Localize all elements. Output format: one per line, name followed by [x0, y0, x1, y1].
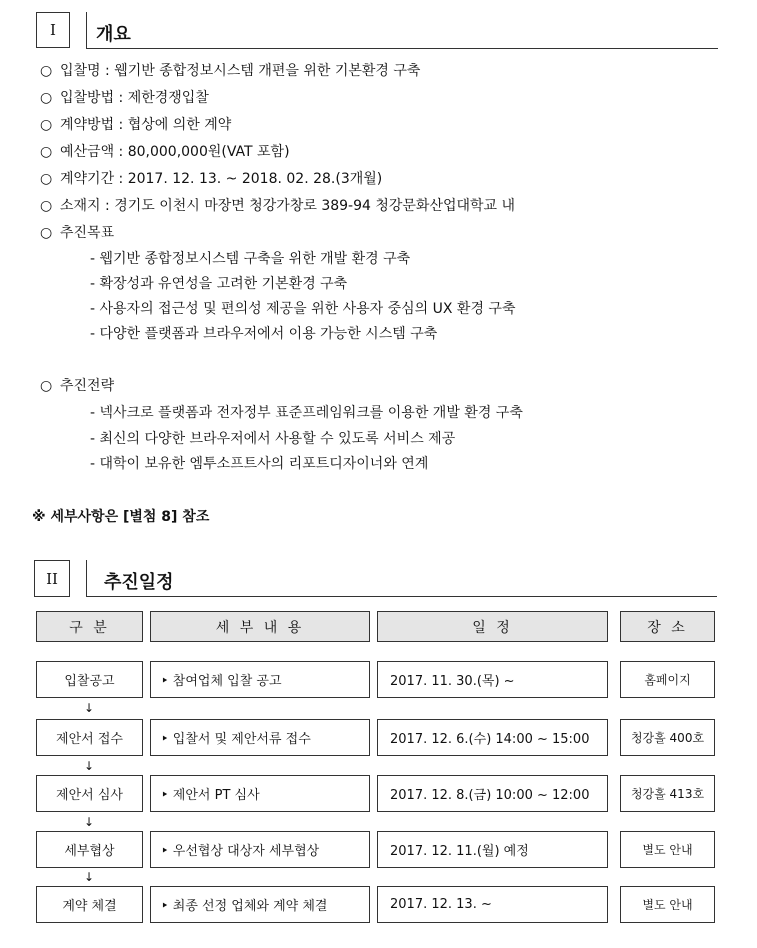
- place-cell: 홈페이지: [620, 661, 715, 698]
- header-stage: 구 분: [36, 611, 143, 642]
- strategy-item: - 대학이 보유한 엠투소프트사의 리포트디자이너와 연계: [90, 456, 429, 472]
- section1-underline: [86, 48, 718, 49]
- date-cell: 2017. 12. 13. ~: [377, 886, 608, 923]
- strategy-item: - 넥사크로 플랫폼과 전자정부 표준프레임워크를 이용한 개발 환경 구축: [90, 405, 523, 421]
- place-cell: 별도 안내: [620, 886, 715, 923]
- list-item-bid-name: ○ 입찰명 : 웹기반 종합정보시스템 개편을 위한 기본환경 구축: [40, 63, 421, 79]
- detail-reference-note: ※ 세부사항은 [별첨 8] 참조: [32, 509, 210, 525]
- detail-cell: ‣ 최종 선정 업체와 계약 체결: [150, 886, 370, 923]
- header-place: 장 소: [620, 611, 715, 642]
- flow-arrow: ↓: [84, 815, 95, 829]
- flow-arrow: ↓: [84, 701, 95, 715]
- detail-cell: ‣ 제안서 PT 심사: [150, 775, 370, 812]
- list-item-bid-method: ○ 입찰방법 : 제한경쟁입찰: [40, 90, 209, 106]
- list-item-budget: ○ 예산금액 : 80,000,000원(VAT 포함): [40, 144, 290, 160]
- section2-underline: [86, 596, 717, 597]
- list-item-location: ○ 소재지 : 경기도 이천시 마장면 청강가창로 389-94 청강문화산업대학교 내: [40, 198, 516, 214]
- detail-cell: ‣ 참여업체 입찰 공고: [150, 661, 370, 698]
- place-cell: 청강홀 400호: [620, 719, 715, 756]
- date-cell: 2017. 12. 6.(수) 14:00 ~ 15:00: [377, 719, 608, 756]
- place-cell: 별도 안내: [620, 831, 715, 868]
- list-item-contract-method: ○ 계약방법 : 협상에 의한 계약: [40, 117, 232, 133]
- stage-cell: 제안서 심사: [36, 775, 143, 812]
- list-item-contract-period: ○ 계약기간 : 2017. 12. 13. ~ 2018. 02. 28.(3개월): [40, 171, 383, 187]
- list-item-goals: ○ 추진목표: [40, 225, 115, 241]
- date-cell: 2017. 11. 30.(목) ~: [377, 661, 608, 698]
- stage-cell: 계약 체결: [36, 886, 143, 923]
- section2-title: 추진일정: [104, 572, 174, 593]
- header-date: 일 정: [377, 611, 608, 642]
- stage-cell: 제안서 접수: [36, 719, 143, 756]
- section1-title: 개요: [96, 24, 131, 45]
- flow-arrow: ↓: [84, 870, 95, 884]
- section2-number: II: [46, 569, 58, 588]
- header-detail: 세 부 내 용: [150, 611, 370, 642]
- strategy-item: - 최신의 다양한 브라우저에서 사용할 수 있도록 서비스 제공: [90, 431, 456, 447]
- date-cell: 2017. 12. 11.(월) 예정: [377, 831, 608, 868]
- stage-cell: 세부협상: [36, 831, 143, 868]
- flow-arrow: ↓: [84, 759, 95, 773]
- section2-number-box: [34, 560, 70, 597]
- detail-cell: ‣ 입찰서 및 제안서류 접수: [150, 719, 370, 756]
- list-item-strategy: ○ 추진전략: [40, 378, 115, 394]
- goal-item: - 다양한 플랫폼과 브라우저에서 이용 가능한 시스템 구축: [90, 326, 438, 342]
- goal-item: - 웹기반 종합정보시스템 구축을 위한 개발 환경 구축: [90, 251, 411, 267]
- place-cell: 청강홀 413호: [620, 775, 715, 812]
- detail-cell: ‣ 우선협상 대상자 세부협상: [150, 831, 370, 868]
- section1-number-box: [36, 12, 70, 48]
- goal-item: - 사용자의 접근성 및 편의성 제공을 위한 사용자 중심의 UX 환경 구축: [90, 301, 516, 317]
- section1-divider: [86, 12, 87, 48]
- stage-cell: 입찰공고: [36, 661, 143, 698]
- section2-divider: [86, 560, 87, 596]
- section1-number: I: [50, 21, 56, 39]
- date-cell: 2017. 12. 8.(금) 10:00 ~ 12:00: [377, 775, 608, 812]
- goal-item: - 확장성과 유연성을 고려한 기본환경 구축: [90, 276, 348, 292]
